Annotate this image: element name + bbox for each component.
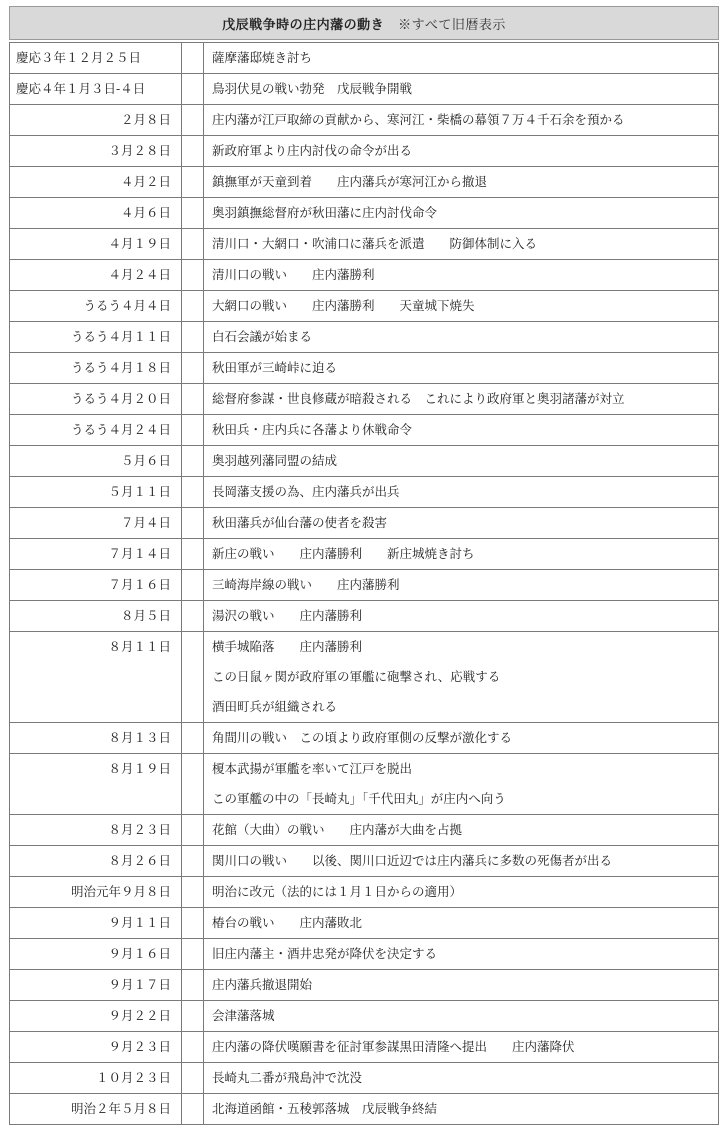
event-text: 角間川の戦い この頃より政府軍側の反撃が激化する	[212, 730, 513, 745]
event-cell	[204, 754, 719, 815]
date-cell	[10, 322, 182, 353]
event-text: 会津藩落城	[212, 1008, 275, 1023]
date-cell	[10, 908, 182, 939]
spacer-cell	[182, 43, 204, 74]
table-row	[10, 384, 719, 415]
spacer-cell	[182, 291, 204, 322]
table-title: 戊辰戦争時の庄内藩の動き	[222, 17, 385, 33]
date-text: うるう４月１１日	[70, 329, 171, 344]
spacer-cell	[182, 970, 204, 1001]
event-text: 総督府参謀・世良修蔵が暗殺される これにより政府軍と奥羽諸藩が対立	[212, 391, 625, 406]
event-cell	[204, 415, 719, 446]
table-row	[10, 291, 719, 322]
date-cell	[10, 384, 182, 415]
spacer-cell	[182, 723, 204, 754]
spacer-cell	[182, 632, 204, 723]
date-cell	[10, 291, 182, 322]
table-row	[10, 970, 719, 1001]
event-text: 横手城陥落 庄内藩勝利	[212, 639, 363, 654]
table-row	[10, 477, 719, 508]
date-text: ８月１１日	[108, 639, 171, 654]
spacer-cell	[182, 846, 204, 877]
event-cell	[204, 229, 719, 260]
spacer-cell	[182, 446, 204, 477]
event-cell	[204, 877, 719, 908]
date-cell	[10, 539, 182, 570]
table-row	[10, 815, 719, 846]
event-text: この軍艦の中の「長崎丸」「千代田丸」が庄内へ向う	[212, 791, 506, 806]
event-text: 清川口・大網口・吹浦口に藩兵を派遣 防御体制に入る	[212, 236, 538, 251]
table-row	[10, 754, 719, 815]
date-text: １０月２３日	[95, 1070, 171, 1085]
spacer-cell	[182, 74, 204, 105]
spacer-cell	[182, 539, 204, 570]
date-cell	[10, 105, 182, 136]
spacer-cell	[182, 353, 204, 384]
date-text: ９月１６日	[108, 946, 171, 961]
date-text: ４月２４日	[108, 267, 171, 282]
date-cell	[10, 1094, 182, 1125]
event-cell	[204, 1032, 719, 1063]
date-cell	[10, 1032, 182, 1063]
event-text: 薩摩藩邸焼き討ち	[212, 50, 313, 65]
event-cell	[204, 846, 719, 877]
table-row	[10, 877, 719, 908]
event-cell	[204, 43, 719, 74]
table-row	[10, 136, 719, 167]
table-row	[10, 846, 719, 877]
date-text: ４月２日	[120, 174, 171, 189]
date-text: うるう４月１８日	[70, 360, 171, 375]
event-text: 新政府軍より庄内討伐の命令が出る	[212, 143, 413, 158]
table-row	[10, 508, 719, 539]
spacer-cell	[182, 136, 204, 167]
date-text: ８月１３日	[108, 730, 171, 745]
event-cell	[204, 136, 719, 167]
event-text: 新庄の戦い 庄内藩勝利 新庄城焼き討ち	[212, 546, 475, 561]
date-text: うるう４月２０日	[70, 391, 171, 406]
date-cell	[10, 415, 182, 446]
date-text: ４月６日	[120, 205, 171, 220]
date-text: ７月４日	[120, 515, 171, 530]
date-text: ７月１６日	[108, 577, 171, 592]
event-text: 大網口の戦い 庄内藩勝利 天童城下焼失	[212, 298, 475, 313]
event-text: 長岡藩支援の為、庄内藩兵が出兵	[212, 484, 400, 499]
date-text: うるう４月４日	[83, 298, 171, 313]
spacer-cell	[182, 601, 204, 632]
spacer-cell	[182, 1032, 204, 1063]
date-cell	[10, 1001, 182, 1032]
spacer-cell	[182, 198, 204, 229]
event-cell	[204, 167, 719, 198]
table-row	[10, 1063, 719, 1094]
spacer-cell	[182, 322, 204, 353]
event-cell	[204, 105, 719, 136]
date-text: うるう４月２４日	[70, 422, 171, 437]
date-cell	[10, 353, 182, 384]
table-row	[10, 322, 719, 353]
spacer-cell	[182, 570, 204, 601]
date-cell	[10, 815, 182, 846]
date-cell	[10, 198, 182, 229]
event-cell	[204, 1063, 719, 1094]
event-cell	[204, 291, 719, 322]
event-text: 椿台の戦い 庄内藩敗北	[212, 915, 363, 930]
date-cell	[10, 601, 182, 632]
table-title-bar	[9, 6, 719, 40]
event-cell	[204, 539, 719, 570]
date-cell	[10, 508, 182, 539]
date-cell	[10, 167, 182, 198]
event-cell	[204, 260, 719, 291]
date-text: ８月５日	[120, 608, 171, 623]
date-cell	[10, 229, 182, 260]
event-cell	[204, 908, 719, 939]
spacer-cell	[182, 815, 204, 846]
event-text: 庄内藩が江戸取締の貢献から、寒河江・柴橋の幕領７万４千石余を預かる	[212, 112, 625, 127]
event-text: 奥羽越列藩同盟の結成	[212, 453, 338, 468]
date-text: ７月１４日	[108, 546, 171, 561]
date-cell	[10, 877, 182, 908]
table-row	[10, 105, 719, 136]
table-row	[10, 1001, 719, 1032]
date-text: ４月１９日	[108, 236, 171, 251]
date-cell	[10, 477, 182, 508]
spacer-cell	[182, 260, 204, 291]
date-text: ５月６日	[120, 453, 171, 468]
table-row	[10, 908, 719, 939]
date-cell	[10, 723, 182, 754]
date-cell	[10, 43, 182, 74]
event-cell	[204, 723, 719, 754]
event-text: 秋田藩兵が仙台藩の使者を殺害	[212, 515, 388, 530]
table-row	[10, 939, 719, 970]
event-text: 花館（大曲）の戦い 庄内藩が大曲を占拠	[212, 822, 463, 837]
event-cell	[204, 508, 719, 539]
event-text: 奥羽鎮撫総督府が秋田藩に庄内討伐命令	[212, 205, 438, 220]
date-cell	[10, 136, 182, 167]
event-text: 湯沢の戦い 庄内藩勝利	[212, 608, 363, 623]
date-text: ２月８日	[120, 112, 171, 127]
event-text: 酒田町兵が組織される	[212, 699, 338, 714]
spacer-cell	[182, 754, 204, 815]
event-cell	[204, 1001, 719, 1032]
timeline-body	[10, 43, 719, 1125]
date-cell	[10, 260, 182, 291]
event-text: 明治に改元（法的には１月１日からの適用）	[212, 884, 463, 899]
event-cell	[204, 198, 719, 229]
date-text: 慶応３年１２月２５日	[16, 50, 142, 65]
event-cell	[204, 970, 719, 1001]
event-text: 清川口の戦い 庄内藩勝利	[212, 267, 375, 282]
spacer-cell	[182, 105, 204, 136]
event-cell	[204, 74, 719, 105]
date-cell	[10, 846, 182, 877]
timeline-table	[9, 42, 719, 1125]
event-text: 長崎丸二番が飛島沖で沈没	[212, 1070, 363, 1085]
table-note: ※すべて旧暦表示	[398, 17, 506, 33]
table-row	[10, 1094, 719, 1125]
table-row	[10, 1032, 719, 1063]
table-row	[10, 167, 719, 198]
table-row	[10, 229, 719, 260]
spacer-cell	[182, 384, 204, 415]
spacer-cell	[182, 877, 204, 908]
table-row	[10, 198, 719, 229]
spacer-cell	[182, 167, 204, 198]
event-cell	[204, 353, 719, 384]
table-row	[10, 723, 719, 754]
event-text: 庄内藩の降伏嘆願書を征討軍参謀黒田清隆へ提出 庄内藩降伏	[212, 1039, 575, 1054]
date-cell	[10, 570, 182, 601]
date-cell	[10, 632, 182, 723]
date-text: 明治２年５月８日	[70, 1101, 171, 1116]
event-text: 秋田兵・庄内兵に各藩より休戦命令	[212, 422, 413, 437]
date-cell	[10, 754, 182, 815]
event-text: 三崎海岸線の戦い 庄内藩勝利	[212, 577, 400, 592]
table-row	[10, 570, 719, 601]
event-text: 秋田軍が三崎峠に迫る	[212, 360, 338, 375]
date-text: ８月２６日	[108, 853, 171, 868]
spacer-cell	[182, 939, 204, 970]
table-row	[10, 446, 719, 477]
date-text: 慶応４年１月３日‐４日	[16, 81, 146, 96]
date-text: ８月２３日	[108, 822, 171, 837]
event-text: 庄内藩兵撤退開始	[212, 977, 313, 992]
table-row	[10, 601, 719, 632]
spacer-cell	[182, 1001, 204, 1032]
date-text: ９月１１日	[108, 915, 171, 930]
event-cell	[204, 322, 719, 353]
event-text: 関川口の戦い 以後、関川口近辺では庄内藩兵に多数の死傷者が出る	[212, 853, 613, 868]
event-cell	[204, 815, 719, 846]
date-cell	[10, 939, 182, 970]
spacer-cell	[182, 229, 204, 260]
table-row	[10, 415, 719, 446]
spacer-cell	[182, 415, 204, 446]
date-cell	[10, 970, 182, 1001]
event-cell	[204, 477, 719, 508]
date-text: 明治元年９月８日	[70, 884, 171, 899]
table-row	[10, 539, 719, 570]
event-cell	[204, 384, 719, 415]
spacer-cell	[182, 1063, 204, 1094]
event-cell	[204, 601, 719, 632]
table-row	[10, 632, 719, 723]
spacer-cell	[182, 477, 204, 508]
event-text: 旧庄内藩主・酒井忠発が降伏を決定する	[212, 946, 438, 961]
date-text: ５月１１日	[108, 484, 171, 499]
date-cell	[10, 446, 182, 477]
spacer-cell	[182, 908, 204, 939]
table-row	[10, 43, 719, 74]
date-cell	[10, 74, 182, 105]
table-row	[10, 353, 719, 384]
event-text: この日鼠ヶ関が政府軍の軍艦に砲撃され、応戦する	[212, 669, 501, 684]
event-cell	[204, 939, 719, 970]
event-text: 北海道函館・五稜郭落城 戊辰戦争終結	[212, 1101, 438, 1116]
event-text: 榎本武揚が軍艦を率いて江戸を脱出	[212, 761, 413, 776]
date-cell	[10, 1063, 182, 1094]
event-cell	[204, 632, 719, 723]
spacer-cell	[182, 1094, 204, 1125]
table-row	[10, 74, 719, 105]
date-text: ９月２３日	[108, 1039, 171, 1054]
date-text: ９月１７日	[108, 977, 171, 992]
event-text: 鳥羽伏見の戦い勃発 戊辰戦争開戦	[212, 81, 413, 96]
date-text: ３月２８日	[108, 143, 171, 158]
date-text: ８月１９日	[108, 761, 171, 776]
date-text: ９月２２日	[108, 1008, 171, 1023]
event-cell	[204, 1094, 719, 1125]
event-cell	[204, 570, 719, 601]
spacer-cell	[182, 508, 204, 539]
event-text: 鎮撫軍が天童到着 庄内藩兵が寒河江から撤退	[212, 174, 488, 189]
event-cell	[204, 446, 719, 477]
event-text: 白石会議が始まる	[212, 329, 313, 344]
table-row	[10, 260, 719, 291]
